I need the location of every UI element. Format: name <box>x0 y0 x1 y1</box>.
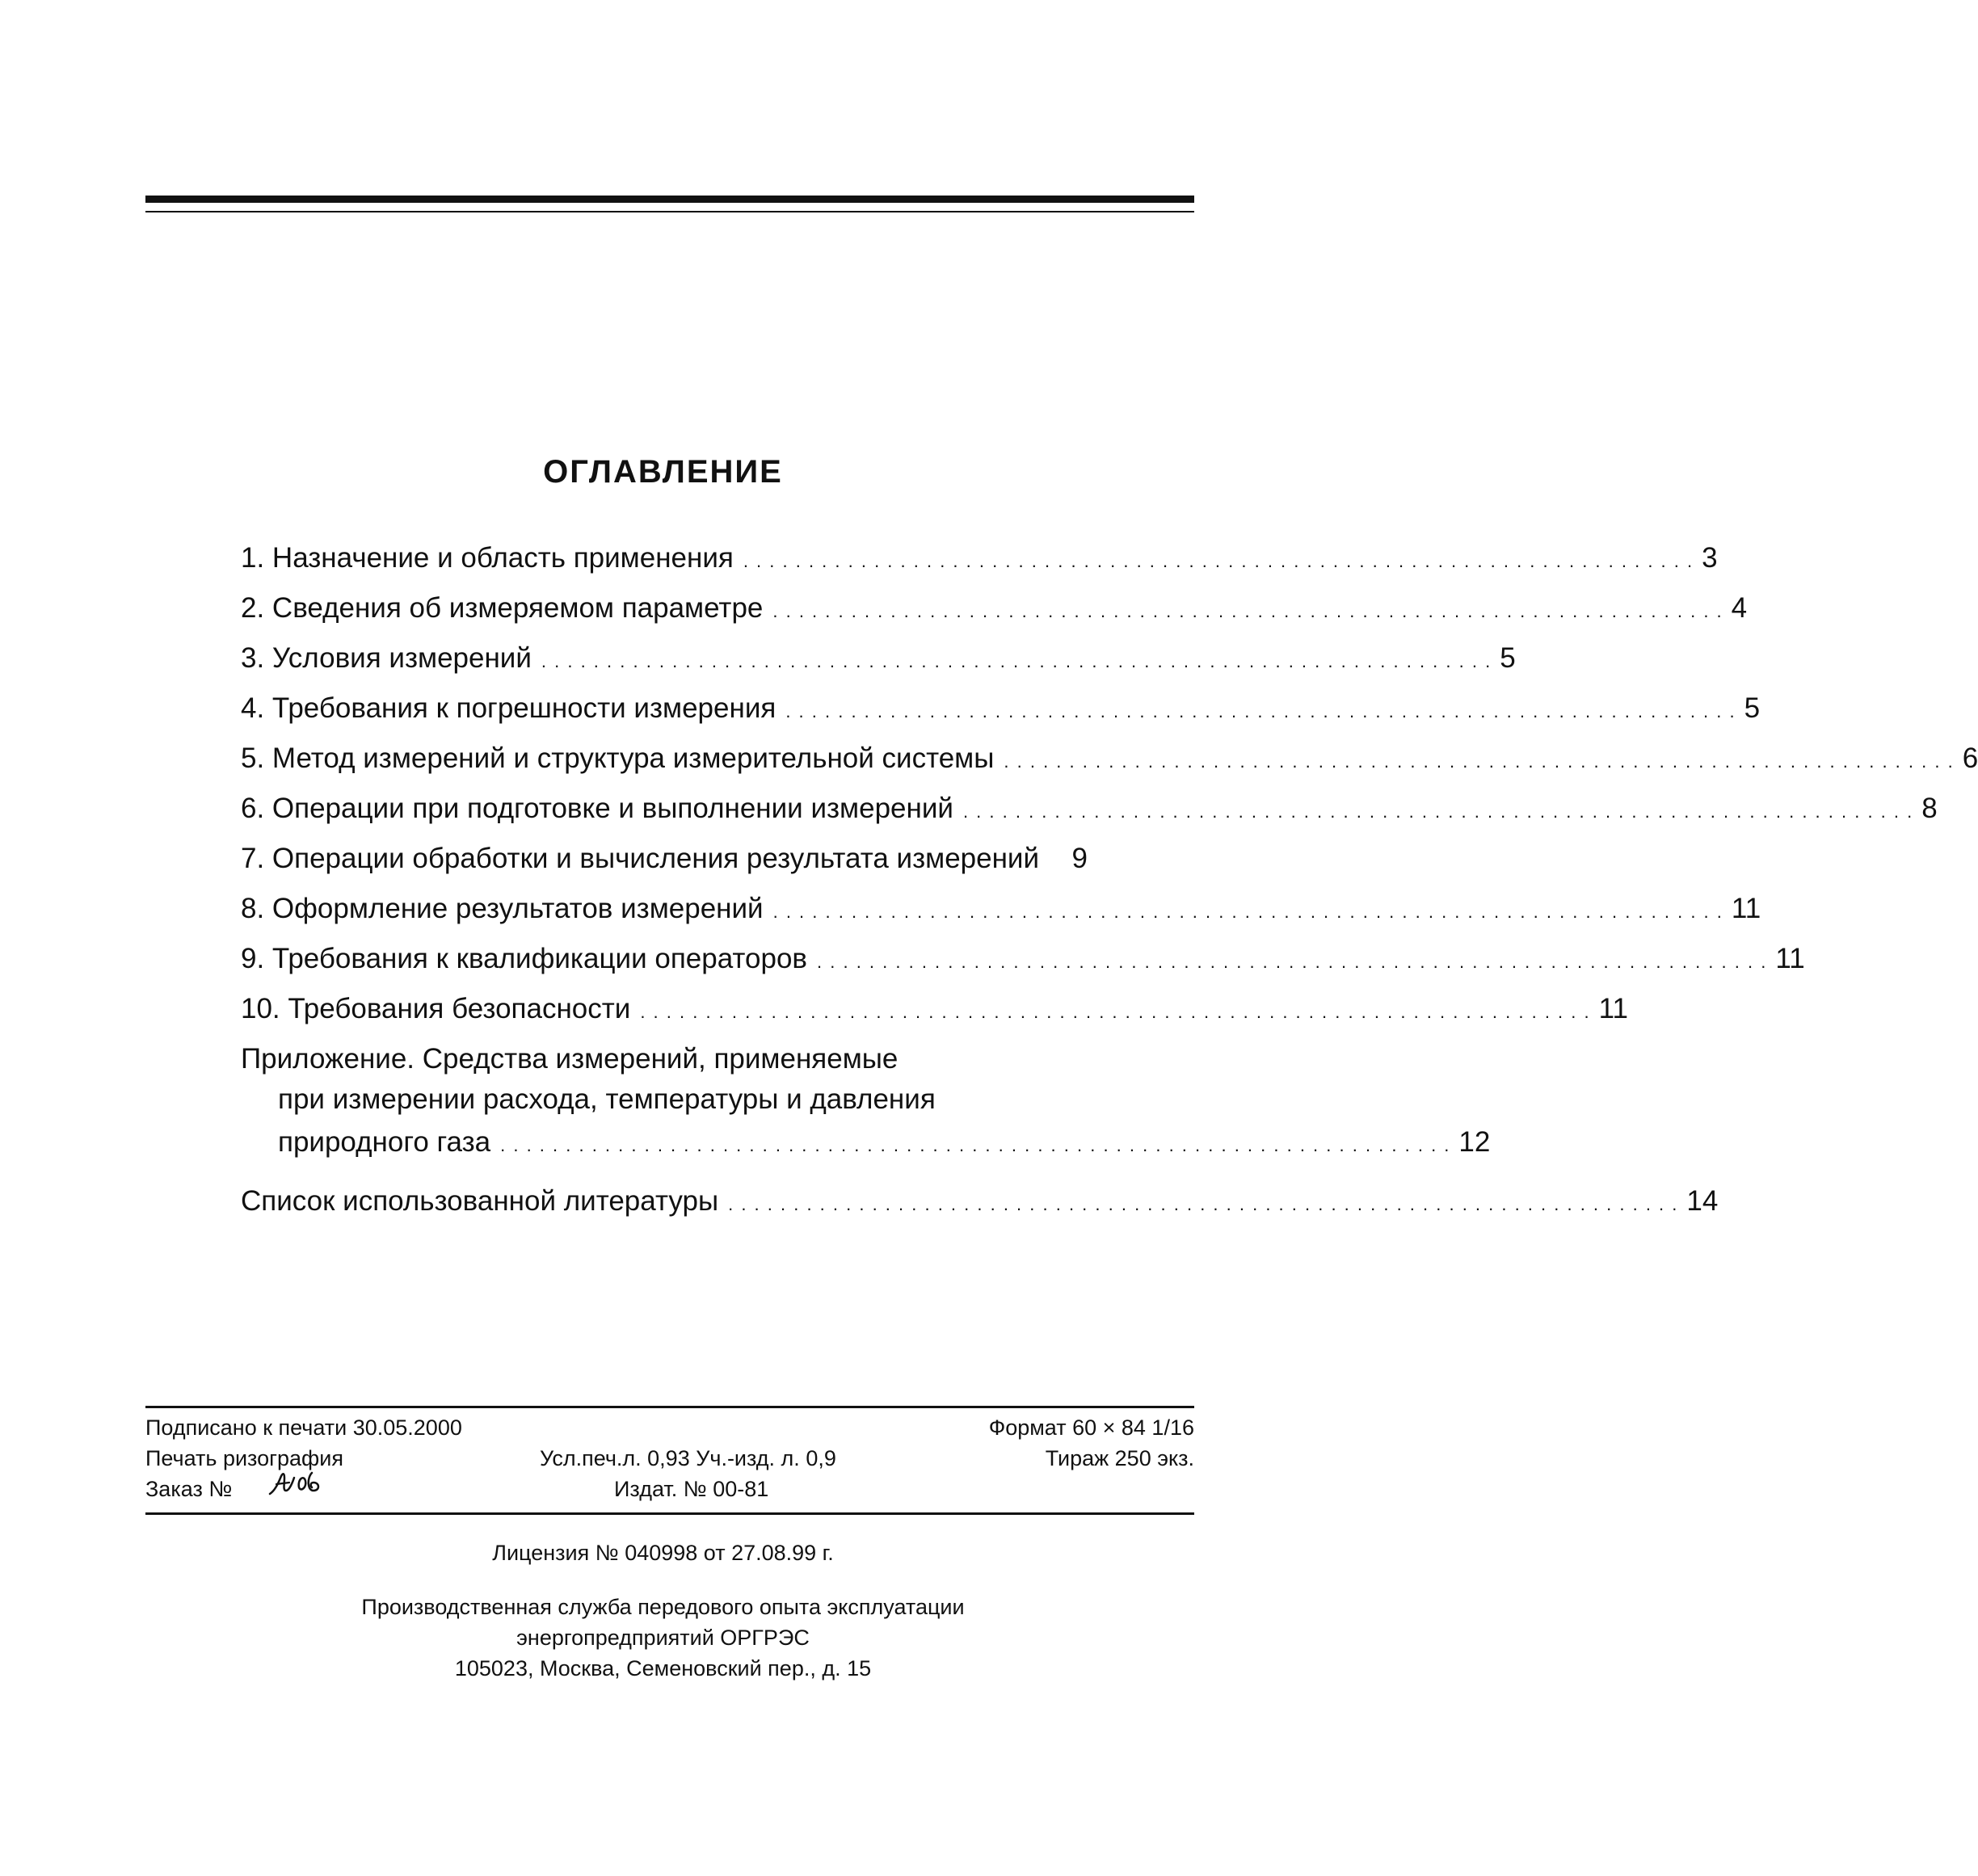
toc-page-number: 6 <box>1962 742 1978 774</box>
header-rule-thin <box>145 211 1194 212</box>
toc-leader-dots <box>1049 837 1050 887</box>
address-line: 105023, Москва, Семеновский пер., д. 15 <box>454 1656 872 1680</box>
imprint-publication: Издат. № 00-81 <box>614 1477 769 1501</box>
table-of-contents <box>241 533 1978 1226</box>
imprint-run: Тираж 250 экз. <box>1045 1446 1194 1470</box>
toc-page-number: 5 <box>1500 642 1516 674</box>
imprint-order-label: Заказ № <box>145 1477 233 1501</box>
imprint-print-type: Печать ризография <box>145 1446 343 1470</box>
toc-page-number: 11 <box>1731 893 1761 924</box>
toc-leader-dots: . . . . . . . . . . . . . . . . . . . . . . . . . . . . . . . . . . . . . . . . . . . . . . . . . . . . . . . . . . . . . . . . . . . . . . . . . <box>772 601 1723 621</box>
imprint-rule-bottom <box>145 1512 1194 1515</box>
toc-entry-text: 2. Сведения об измеряемом параметре <box>241 592 764 624</box>
toc-leader-dots: . . . . . . . . . . . . . . . . . . . . . . . . . . . . . . . . . . . . . . . . . . . . . . . . . . . . . . . . . . . . . . . . . . . . . . . . . <box>541 651 1492 671</box>
toc-appendix-entry <box>241 1039 1491 1165</box>
toc-appendix-line2: при измерении расхода, температуры и давления <box>278 1083 936 1115</box>
toc-entry <box>241 633 1516 684</box>
toc-entry-text: 10. Требования безопасности <box>241 993 631 1024</box>
toc-leader-dots: . . . . . . . . . . . . . . . . . . . . . . . . . . . . . . . . . . . . . . . . . . . . . . . . . . . . . . . . . . . . . . . . . . . . . . . . . <box>962 801 1914 822</box>
organization-line1: Производственная служба передового опыта эксплуатации <box>361 1595 965 1619</box>
imprint-rule-top <box>145 1406 1194 1408</box>
toc-entry <box>241 533 1718 583</box>
toc-page-number: 12 <box>1458 1126 1491 1158</box>
toc-entry <box>241 1176 1719 1226</box>
toc-leader-dots: . . . . . . . . . . . . . . . . . . . . . . . . . . . . . . . . . . . . . . . . . . . . . . . . . . . . . . . . . . . . . . . . . . . . . . . . . <box>728 1194 1679 1214</box>
toc-page-number: 3 <box>1702 542 1718 574</box>
toc-leader-dots: . . . . . . . . . . . . . . . . . . . . . . . . . . . . . . . . . . . . . . . . . . . . . . . . . . . . . . . . . . . . . . . . . . . . . . . . . <box>640 1002 1591 1022</box>
toc-entry <box>241 583 1748 633</box>
toc-page-number: 4 <box>1731 592 1748 624</box>
toc-entry <box>241 784 1938 834</box>
toc-page-number: 5 <box>1744 692 1761 724</box>
order-number-handwritten <box>267 1466 326 1499</box>
organization-line2: энергопредприятий ОРГРЭС <box>516 1626 810 1650</box>
toc-appendix-line3: природного газа <box>278 1126 491 1158</box>
toc-leader-dots: . . . . . . . . . . . . . . . . . . . . . . . . . . . . . . . . . . . . . . . . . . . . . . . . . . . . . . . . . . . . . . . . . . . . . . . . . <box>785 701 1736 721</box>
header-rule-thick <box>145 196 1194 203</box>
toc-leader-dots: . . . . . . . . . . . . . . . . . . . . . . . . . . . . . . . . . . . . . . . . . . . . . . . . . . . . . . . . . . . . . . . . . . . . . . . . . <box>817 952 1768 972</box>
toc-entry <box>241 834 1088 884</box>
toc-entry-text: 6. Операции при подготовке и выполнении измерений <box>241 793 953 824</box>
toc-entry <box>241 734 1978 784</box>
toc-entry-text: 9. Требования к квалификации операторов <box>241 943 808 974</box>
toc-entry-text: Список использованной литературы <box>241 1185 719 1217</box>
toc-leader-dots: . . . . . . . . . . . . . . . . . . . . . . . . . . . . . . . . . . . . . . . . . . . . . . . . . . . . . . . . . . . . . . . . . . . . . . . . . <box>500 1135 1451 1155</box>
toc-page-number: 11 <box>1598 993 1628 1024</box>
imprint-signed: Подписано к печати 30.05.2000 <box>145 1415 462 1440</box>
toc-appendix-line1: Приложение. Средства измерений, применяемые <box>241 1043 899 1075</box>
toc-entry-text: 4. Требования к погрешности измерения <box>241 692 776 724</box>
toc-entry <box>241 884 1761 934</box>
toc-leader-dots: . . . . . . . . . . . . . . . . . . . . . . . . . . . . . . . . . . . . . . . . . . . . . . . . . . . . . . . . . . . . . . . . . . . . . . . . . <box>772 902 1723 922</box>
toc-page-number: 9 <box>1071 843 1088 874</box>
toc-entry <box>241 684 1761 734</box>
toc-entry <box>241 1120 1491 1165</box>
toc-entry-text: 1. Назначение и область применения <box>241 542 734 574</box>
toc-entry-text: 3. Условия измерений <box>241 642 532 674</box>
toc-entry <box>241 934 1805 984</box>
toc-entry-text: 5. Метод измерений и структура измерительной системы <box>241 742 995 774</box>
toc-leader-dots: . . . . . . . . . . . . . . . . . . . . . . . . . . . . . . . . . . . . . . . . . . . . . . . . . . . . . . . . . . . . . . . . . . . . . . . . . <box>743 551 1694 571</box>
license-line: Лицензия № 040998 от 27.08.99 г. <box>492 1541 834 1565</box>
toc-leader-dots: . . . . . . . . . . . . . . . . . . . . . . . . . . . . . . . . . . . . . . . . . . . . . . . . . . . . . . . . . . . . . . . . . . . . . . . . . <box>1004 751 1955 772</box>
toc-entry <box>241 984 1628 1034</box>
toc-page-number: 11 <box>1775 943 1805 974</box>
imprint-sheets: Усл.печ.л. 0,93 Уч.-изд. л. 0,9 <box>540 1446 836 1470</box>
toc-entry-text: 7. Операции обработки и вычисления результата измерений <box>241 843 1040 874</box>
toc-entry-text: 8. Оформление результатов измерений <box>241 893 764 924</box>
imprint-format: Формат 60 × 84 1/16 <box>988 1415 1194 1440</box>
toc-page-number: 14 <box>1686 1185 1719 1217</box>
page-title: ОГЛАВЛЕНИЕ <box>543 454 783 490</box>
toc-page-number: 8 <box>1921 793 1938 824</box>
